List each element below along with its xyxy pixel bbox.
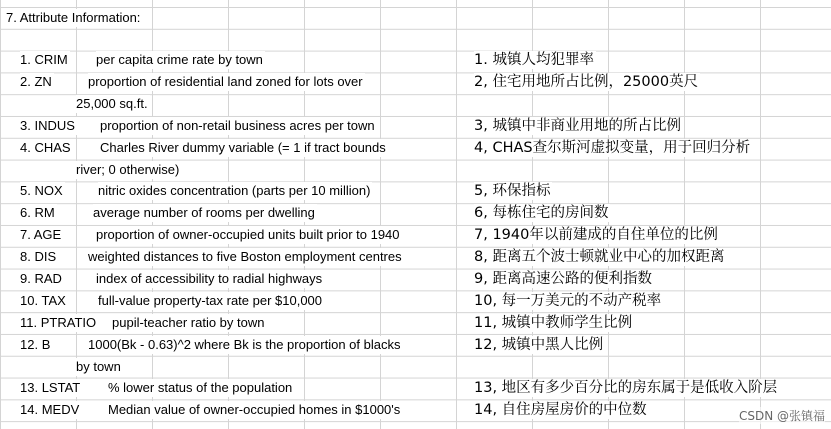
attr-4-label [20, 139, 73, 157]
attr-10-label [20, 292, 68, 310]
attr-number: 4. [20, 140, 31, 155]
attr-7-description: proportion of owner-occupied units built prior to 1940 [96, 227, 400, 242]
attr-number: 3. [20, 118, 31, 133]
attr-5-description: nitric oxides concentration (parts per 10 million) [98, 183, 371, 198]
attr-1-description: per capita crime rate by town [96, 52, 263, 67]
attr-2-label [20, 73, 54, 91]
attr-code: CHAS [34, 140, 71, 155]
attr-3-chinese: 3, 城镇中非商业用地的所占比例 [474, 118, 681, 134]
attr-2-description: proportion of residential land zoned for lots over [88, 74, 363, 89]
attr-4-description: Charles River dummy variable (= 1 if tract bounds [100, 140, 386, 155]
attr-1-chinese: 1. 城镇人均犯罪率 [474, 52, 594, 68]
attr-number: 5. [20, 183, 31, 198]
attr-3-label [20, 117, 77, 135]
attr-7-chinese: 7, 1940年以前建成的自住单位的比例 [474, 227, 718, 243]
attr-6-label [20, 204, 57, 222]
attr-5-label [20, 182, 65, 200]
attr-1-label [20, 51, 70, 69]
attr-number: 7. [20, 227, 31, 242]
attr-code: RAD [34, 271, 62, 286]
attr-number: 6. [20, 205, 31, 220]
attr-code: INDUS [34, 118, 75, 133]
attr-2-description-cont: 25,000 sq.ft. [76, 96, 148, 111]
attr-14-label [20, 401, 81, 419]
attr-code: PTRATIO [40, 315, 97, 330]
attr-10-chinese: 10, 每一万美元的不动产税率 [474, 293, 662, 309]
attr-number: 10. [20, 293, 39, 308]
attr-4-chinese: 4, CHAS查尔斯河虚拟变量，用于回归分析 [474, 140, 751, 156]
attr-13-label [20, 379, 82, 397]
attr-9-chinese: 9, 距离高速公路的便利指数 [474, 271, 652, 287]
attr-9-description: index of accessibility to radial highways [96, 271, 323, 286]
attr-code: DIS [34, 249, 57, 264]
attr-code: ZN [34, 74, 52, 89]
attr-code: CRIM [34, 52, 68, 67]
attr-code: LSTAT [41, 380, 81, 395]
attr-14-chinese: 14, 自住房屋房价的中位数 [474, 402, 647, 418]
attr-number: 14. [20, 402, 39, 417]
csdn-watermark: CSDN @张镇福 [738, 409, 825, 423]
attr-14-description: Median value of owner-occupied homes in $1000's [108, 402, 401, 417]
section-heading: 7. Attribute Information: [6, 10, 141, 25]
attr-code: B [41, 337, 51, 352]
attr-9-label [20, 270, 64, 288]
attr-2-chinese: 2, 住宅用地所占比例，25000英尺 [474, 74, 699, 90]
attr-4-description-cont: river; 0 otherwise) [76, 162, 180, 177]
attr-11-description: pupil-teacher ratio by town [112, 315, 265, 330]
attr-6-chinese: 6, 每栋住宅的房间数 [474, 205, 609, 221]
attr-8-description: weighted distances to five Boston employment centres [88, 249, 402, 264]
attr-11-label [20, 314, 98, 332]
attr-12-label [20, 336, 52, 354]
attr-code: AGE [33, 227, 62, 242]
attr-12-description-cont: by town [76, 359, 121, 374]
attr-code: RM [34, 205, 55, 220]
attr-number: 12. [20, 337, 39, 352]
attr-number: 1. [20, 52, 31, 67]
attr-8-label [20, 248, 58, 266]
attr-3-description: proportion of non-retail business acres per town [100, 118, 375, 133]
attr-13-description: % lower status of the population [108, 380, 293, 395]
attr-number: 13. [20, 380, 39, 395]
attr-number: 2. [20, 74, 31, 89]
attr-8-chinese: 8, 距离五个波士顿就业中心的加权距离 [474, 249, 725, 265]
attr-13-chinese: 13, 地区有多少百分比的房东属于是低收入阶层 [474, 380, 778, 396]
attr-12-chinese: 12, 城镇中黑人比例 [474, 337, 604, 353]
attr-code: MEDV [41, 402, 80, 417]
attr-10-description: full-value property-tax rate per $10,000 [98, 293, 323, 308]
attr-number: 8. [20, 249, 31, 264]
attr-code: NOX [34, 183, 63, 198]
attr-code: TAX [41, 293, 66, 308]
attr-6-description: average number of rooms per dwelling [93, 205, 315, 220]
attr-7-label [20, 226, 63, 244]
attr-11-chinese: 11, 城镇中教师学生比例 [474, 315, 633, 331]
attr-12-description: 1000(Bk - 0.63)^2 where Bk is the proportion of blacks [88, 337, 401, 352]
attr-5-chinese: 5, 环保指标 [474, 183, 551, 199]
attr-number: 11. [20, 315, 38, 330]
attr-number: 9. [20, 271, 31, 286]
